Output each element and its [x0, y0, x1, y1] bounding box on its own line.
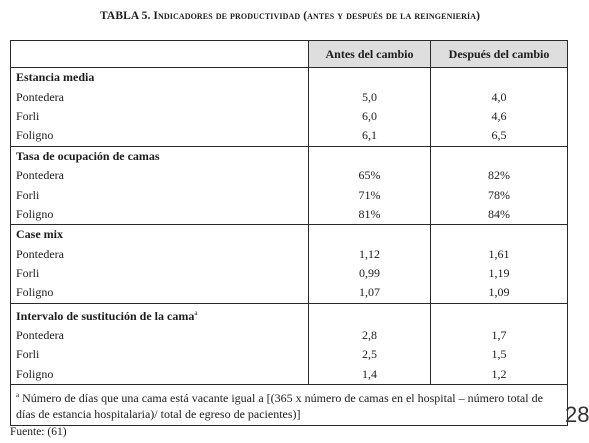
productivity-table: [10, 40, 568, 426]
row-label: Pontedera: [11, 166, 309, 185]
cell-despues: 1,19: [431, 264, 568, 283]
section-row-intervalo-sustitucion: [11, 303, 568, 326]
footnote-row: [11, 384, 568, 425]
cell-antes: 6,1: [309, 126, 431, 146]
table-row: [11, 264, 568, 283]
header-cell-antes: Antes del cambio: [309, 41, 431, 68]
row-label: Forli: [11, 107, 309, 126]
section-label: Tasa de ocupación de camas: [11, 146, 309, 166]
cell-despues: 1,61: [431, 245, 568, 264]
page-number: 28: [565, 402, 589, 427]
table-row: [11, 345, 568, 364]
table-row: [11, 185, 568, 204]
source-note: Fuente: (61): [10, 426, 67, 438]
cell-despues: 84%: [431, 205, 568, 225]
cell-antes: 5,0: [309, 87, 431, 106]
row-label: Pontedera: [11, 245, 309, 264]
cell-antes: 1,07: [309, 283, 431, 303]
cell-despues: 1,09: [431, 283, 568, 303]
footnote-marker: a: [194, 308, 198, 317]
cell-antes: 6,0: [309, 107, 431, 126]
table-title-text: Indicadores de productividad (antes y después de la reingeniería): [153, 10, 480, 22]
cell-antes: 0,99: [309, 264, 431, 283]
row-label: Foligno: [11, 364, 309, 384]
section-row-estancia-media: [11, 68, 568, 88]
table-row: [11, 87, 568, 106]
cell-antes: 71%: [309, 185, 431, 204]
cell-despues: 78%: [431, 185, 568, 204]
cell-antes: 1,12: [309, 245, 431, 264]
header-row: [11, 41, 568, 68]
row-label: Pontedera: [11, 326, 309, 345]
table-title: [0, 10, 580, 22]
cell-despues: 6,5: [431, 126, 568, 146]
table-row: [11, 107, 568, 126]
cell-despues: 1,5: [431, 345, 568, 364]
section-row-tasa-ocupacion: [11, 146, 568, 166]
cell-antes: 2,5: [309, 345, 431, 364]
footnote: [11, 384, 568, 425]
row-label: Forli: [11, 345, 309, 364]
cell-antes: 1,4: [309, 364, 431, 384]
table-row: [11, 364, 568, 384]
table-row: [11, 166, 568, 185]
row-label: Foligno: [11, 205, 309, 225]
header-cell-empty: [11, 41, 309, 68]
row-label: Forli: [11, 185, 309, 204]
row-label: Foligno: [11, 283, 309, 303]
row-label: Forli: [11, 264, 309, 283]
table-row: [11, 283, 568, 303]
section-label: Estancia media: [11, 68, 309, 88]
row-label: Pontedera: [11, 87, 309, 106]
row-label: Foligno: [11, 126, 309, 146]
cell-despues: 1,7: [431, 326, 568, 345]
footnote-text: Número de días que una cama está vacante igual a [(365 x número de camas en el hospital – número total de días de estancia hospitalaria)/ total de egreso de pacientes)]: [16, 390, 543, 421]
cell-despues: 1,2: [431, 364, 568, 384]
section-label: Intervalo de sustitución de la cama$^a$: [11, 303, 309, 326]
cell-antes: 81%: [309, 205, 431, 225]
section-label: Case mix: [11, 225, 309, 245]
header-cell-despues: Después del cambio: [431, 41, 568, 68]
section-row-case-mix: [11, 225, 568, 245]
cell-despues: 4,6: [431, 107, 568, 126]
footnote-marker: a: [16, 390, 20, 399]
table-row: [11, 126, 568, 146]
cell-despues: 82%: [431, 166, 568, 185]
table-row: [11, 205, 568, 225]
cell-despues: 4,0: [431, 87, 568, 106]
table-row: [11, 245, 568, 264]
table-title-prefix: TABLA 5.: [100, 10, 154, 22]
table-row: [11, 326, 568, 345]
cell-antes: 2,8: [309, 326, 431, 345]
cell-antes: 65%: [309, 166, 431, 185]
